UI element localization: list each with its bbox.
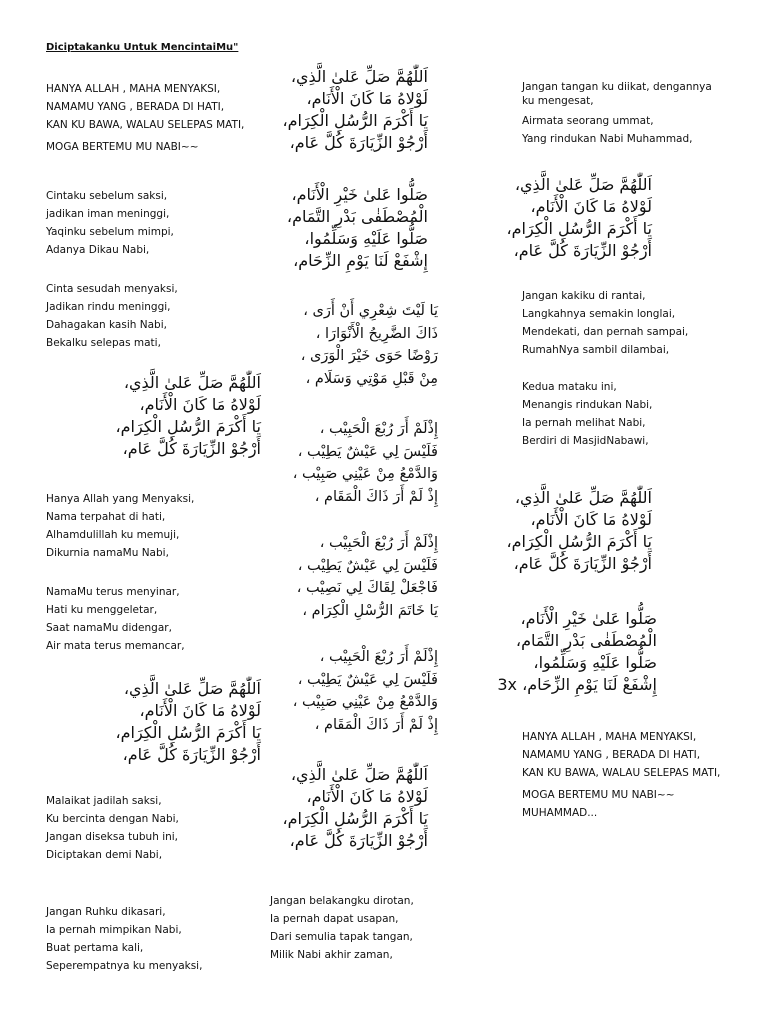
chorus-caps — [46, 80, 261, 156]
lyric-line: MUHAMMAD... — [522, 807, 598, 819]
arabic-line: أَرْجُوْ الزِّيَارَةَ كُلَّ عَام، — [122, 439, 261, 458]
lyric-line: Milik Nabi akhir zaman, — [270, 949, 393, 961]
lyric-line: Jangan belakangku dirotan, — [270, 895, 414, 907]
arabic-line: يَا أَكْرَمَ الرُّسُلِ الْكِرَام، — [115, 417, 261, 436]
lyric-line: Menangis rindukan Nabi, — [522, 399, 653, 411]
arabic-salawat — [268, 764, 428, 852]
arabic-line: لَوْلاهُ مَا كَانَ الْأَنَام، — [306, 787, 428, 806]
lyric-line: NAMAMU YANG , BERADA DI HATI, — [522, 749, 701, 761]
arabic-line: صَلُّوا عَلَيْهِ وَسَلِّمُوا، — [304, 229, 428, 248]
lyric-line: Jangan diseksa tubuh ini, — [46, 831, 179, 843]
arabic-shallu — [497, 608, 657, 696]
lyric-line: Jangan Ruhku dikasari, — [46, 906, 166, 918]
arabic-line: إِذْ لَمْ أَرَ ذَاكَ الْمَقَام ، — [314, 716, 438, 733]
arabic-line: يَا أَكْرَمَ الرُّسُلِ الْكِرَام، — [115, 723, 261, 742]
arabic-line: إِشْفَعْ لَنَا يَوْمِ الزِّحَام، — [293, 251, 428, 270]
arabic-line: مِنْ قَبْلِ مَوْتِي وَسَلَام ، — [305, 370, 438, 387]
arabic-line: اَللّٰهُمَّ صَلِّ عَلیٰ الَّذِي، — [290, 765, 428, 784]
arabic-salawat — [506, 487, 652, 575]
verse-stanza — [46, 280, 261, 352]
arabic-line: اَللّٰهُمَّ صَلِّ عَلیٰ الَّذِي، — [290, 67, 428, 86]
lyric-line: Dikurnia namaMu Nabi, — [46, 547, 169, 559]
lyric-line: Ku bercinta dengan Nabi, — [46, 813, 179, 825]
lyric-line: Cintaku sebelum saksi, — [46, 190, 168, 202]
arabic-salawat — [46, 372, 261, 460]
arabic-idzlam — [268, 532, 438, 622]
verse-stanza — [46, 903, 261, 975]
lyric-line: Ia pernah melihat Nabi, — [522, 417, 646, 429]
arabic-line: أَرْجُوْ الزِّيَارَةَ كُلَّ عَام، — [513, 241, 652, 260]
arabic-line: إِشْفَعْ لَنَا يَوْمِ الزِّحَام، 3x — [497, 675, 657, 694]
arabic-line: اَللّٰهُمَّ صَلِّ عَلیٰ الَّذِي، — [123, 679, 261, 698]
lyric-line: MOGA BERTEMU MU NABI~~ — [522, 789, 675, 801]
lyric-line: Air mata terus memancar, — [46, 640, 185, 652]
lyric-line: Cinta sesudah menyaksi, — [46, 283, 178, 295]
arabic-line: أَرْجُوْ الزِّيَارَةَ كُلَّ عَام، — [122, 745, 261, 764]
verse-stanza — [522, 80, 747, 148]
lyric-line: RumahNya sambil dilambai, — [522, 344, 670, 356]
lyric-line: jadikan iman meninggi, — [46, 208, 170, 220]
lyric-line: Jadikan rindu meninggi, — [46, 301, 171, 313]
lyric-line: KAN KU BAWA, WALAU SELEPAS MATI, — [522, 767, 721, 779]
verse-stanza — [46, 187, 261, 259]
lyric-line: Yaqinku sebelum mimpi, — [46, 226, 174, 238]
page-title: Diciptakanku Untuk MencintaiMu" — [46, 42, 239, 53]
lyric-line: Diciptakan demi Nabi, — [46, 849, 163, 861]
verse-stanza — [46, 792, 261, 864]
lyric-line: Yang rindukan Nabi Muhammad, — [522, 133, 693, 145]
arabic-idzlam — [268, 646, 438, 736]
arabic-line: يَا لَيْتَ شِعْرِي أَنْ أَرَى ، — [303, 303, 438, 319]
arabic-line: يَا خَاتَمَ الرُّسْلِ الْكِرَام ، — [302, 602, 438, 619]
lyric-line: Berdiri di MasjidNabawi, — [522, 435, 649, 447]
arabic-line: الْمُصْطَفٰى بَدْرِ التَّمَام، — [286, 207, 428, 226]
lyric-line: Kedua mataku ini, — [522, 381, 617, 393]
arabic-line: لَوْلاهُ مَا كَانَ الْأَنَام، — [139, 395, 261, 414]
lyric-line: Jangan kakiku di rantai, — [522, 290, 646, 302]
lyric-line: Seperempatnya ku menyaksi, — [46, 960, 203, 972]
arabic-line: فَلَيْسَ لِي عَيْشٌ يَطِيْب ، — [297, 443, 438, 460]
arabic-salawat — [46, 678, 261, 766]
arabic-line: رَوْضًا حَوَى خَيْرَ الْوَرَى ، — [300, 348, 438, 364]
arabic-line: لَوْلاهُ مَا كَانَ الْأَنَام، — [306, 89, 428, 108]
arabic-line: وَالدَّمْعُ مِنْ عَيْنِي صَبِيْب ، — [292, 466, 438, 482]
arabic-salawat — [268, 66, 428, 154]
arabic-line: إِذْ لَمْ أَرَ ذَاكَ الْمَقَام ، — [314, 488, 438, 505]
lyric-line: HANYA ALLAH , MAHA MENYAKSI, — [522, 731, 697, 743]
lyric-line: Ia pernah dapat usapan, — [270, 913, 399, 925]
arabic-line: الْمُصْطَفٰى بَدْرِ التَّمَام، — [515, 631, 657, 650]
lyric-line: NAMAMU YANG , BERADA DI HATI, — [46, 101, 225, 113]
lyric-line: NamaMu terus menyinar, — [46, 586, 180, 598]
lyric-line: Airmata seorang ummat, — [522, 115, 654, 127]
arabic-line: اَللّٰهُمَّ صَلِّ عَلیٰ الَّذِي، — [514, 488, 652, 507]
verse-stanza — [270, 892, 468, 964]
arabic-line: اَللّٰهُمَّ صَلِّ عَلیٰ الَّذِي، — [514, 175, 652, 194]
arabic-line: إِذْلَمْ أَرَ رُبْعَ الْحَبِيْب ، — [319, 421, 438, 437]
lyric-line: Saat namaMu didengar, — [46, 622, 172, 634]
lyric-line: MOGA BERTEMU MU NABI~~ — [46, 141, 199, 153]
lyric-line: Hati ku menggeletar, — [46, 604, 158, 616]
arabic-idzlam — [268, 418, 438, 508]
arabic-line: يَا أَكْرَمَ الرُّسُلِ الْكِرَام، — [282, 111, 428, 130]
arabic-line: أَرْجُوْ الزِّيَارَةَ كُلَّ عَام، — [289, 133, 428, 152]
lyric-line: Ia pernah mimpikan Nabi, — [46, 924, 182, 936]
verse-stanza — [46, 490, 261, 562]
lyric-line: Bekalku selepas mati, — [46, 337, 161, 349]
verse-stanza — [522, 287, 747, 359]
arabic-line: صَلُّوا عَلیٰ خَيْرِ الْأَنَام، — [291, 185, 428, 204]
chorus-caps-end — [522, 728, 747, 822]
lyric-line: Alhamdulillah ku memuji, — [46, 529, 180, 541]
arabic-line: لَوْلاهُ مَا كَانَ الْأَنَام، — [530, 197, 652, 216]
arabic-line: يَا أَكْرَمَ الرُّسُلِ الْكِرَام، — [506, 219, 652, 238]
lyric-line: Hanya Allah yang Menyaksi, — [46, 493, 195, 505]
arabic-line: فَلَيْسَ لِي عَيْشٌ يَطِيْب ، — [297, 557, 438, 574]
arabic-line: يَا أَكْرَمَ الرُّسُلِ الْكِرَام، — [282, 809, 428, 828]
lyric-line: Dari semulia tapak tangan, — [270, 931, 413, 943]
lyric-line: Buat pertama kali, — [46, 942, 144, 954]
arabic-line: فَلَيْسَ لِي عَيْشٌ يَطِيْب ، — [297, 671, 438, 688]
lyric-line: Jangan tangan ku diikat, dengannya ku mengesat, — [522, 81, 712, 107]
arabic-line: فَاجْعَلْ لِقَاكَ لِي نَصِيْب ، — [296, 580, 438, 596]
arabic-line: صَلُّوا عَلیٰ خَيْرِ الْأَنَام، — [520, 609, 657, 628]
arabic-salawat — [506, 174, 652, 262]
arabic-shallu — [268, 184, 428, 272]
verse-stanza — [522, 378, 747, 450]
arabic-line: لَوْلاهُ مَا كَانَ الْأَنَام، — [139, 701, 261, 720]
arabic-line: أَرْجُوْ الزِّيَارَةَ كُلَّ عَام، — [513, 554, 652, 573]
lyric-line: KAN KU BAWA, WALAU SELEPAS MATI, — [46, 119, 245, 131]
lyric-line: Malaikat jadilah saksi, — [46, 795, 162, 807]
lyric-line: Nama terpahat di hati, — [46, 511, 166, 523]
arabic-line: إِذْلَمْ أَرَ رُبْعَ الْحَبِيْب ، — [319, 535, 438, 551]
arabic-line: ذَاكَ الضَّرِيحُ الْأَنْوَارَا ، — [315, 325, 438, 342]
lyric-line: Langkahnya semakin longlai, — [522, 308, 676, 320]
arabic-line: صَلُّوا عَلَيْهِ وَسَلِّمُوا، — [533, 653, 657, 672]
arabic-line: إِذْلَمْ أَرَ رُبْعَ الْحَبِيْب ، — [319, 649, 438, 665]
arabic-line: وَالدَّمْعُ مِنْ عَيْنِي صَبِيْب ، — [292, 694, 438, 710]
lyric-line: Mendekati, dan pernah sampai, — [522, 326, 689, 338]
arabic-line: اَللّٰهُمَّ صَلِّ عَلیٰ الَّذِي، — [123, 373, 261, 392]
lyric-line: HANYA ALLAH , MAHA MENYAKSI, — [46, 83, 221, 95]
arabic-ya-laita — [268, 300, 438, 390]
arabic-line: أَرْجُوْ الزِّيَارَةَ كُلَّ عَام، — [289, 831, 428, 850]
lyric-line: Adanya Dikau Nabi, — [46, 244, 150, 256]
arabic-line: لَوْلاهُ مَا كَانَ الْأَنَام، — [530, 510, 652, 529]
verse-stanza — [46, 583, 261, 655]
lyric-line: Dahagakan kasih Nabi, — [46, 319, 167, 331]
arabic-line: يَا أَكْرَمَ الرُّسُلِ الْكِرَام، — [506, 532, 652, 551]
